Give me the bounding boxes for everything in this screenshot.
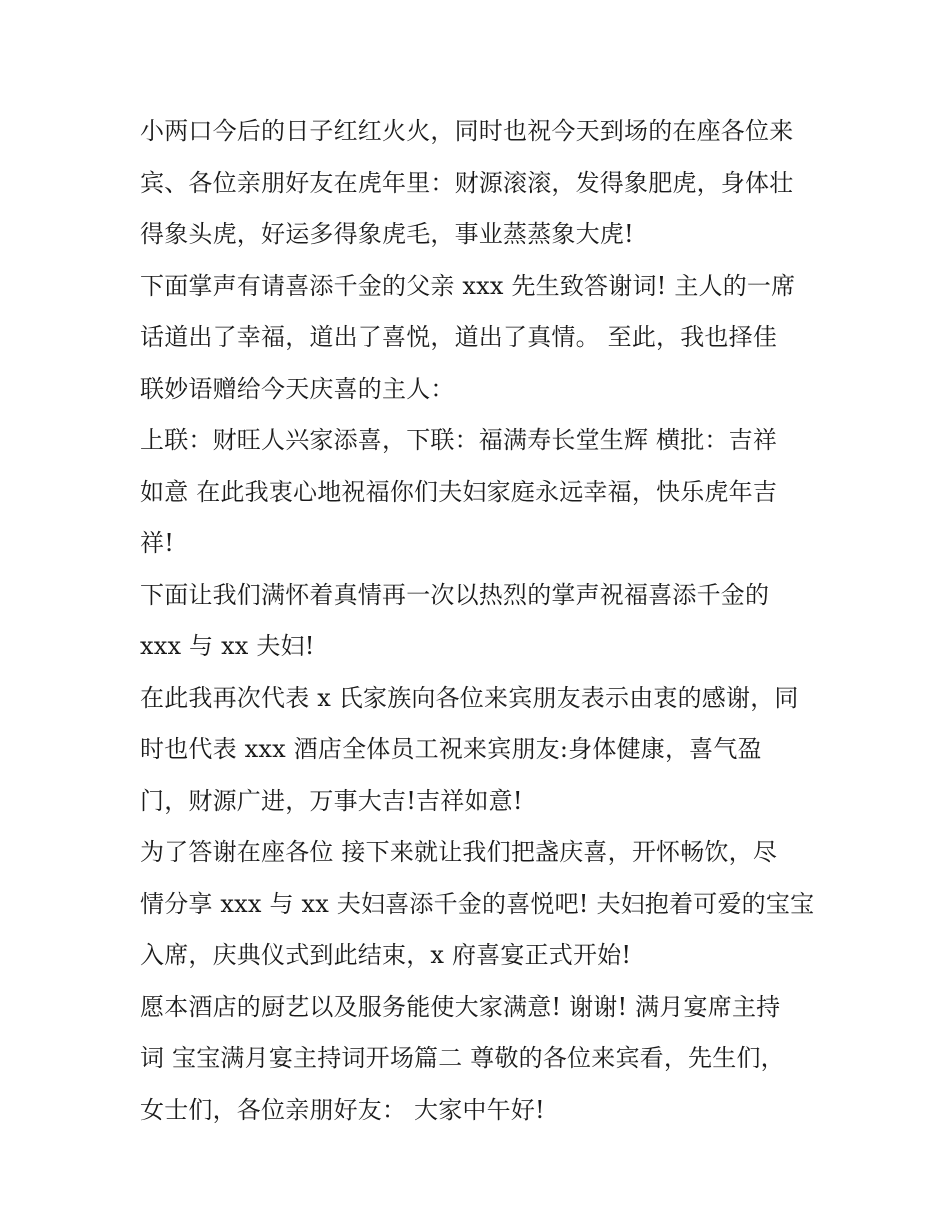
text-line: 联妙语赠给今天庆喜的主人：	[140, 374, 455, 403]
text-line: 情分享 xxx 与 xx 夫妇喜添千金的喜悦吧! 夫妇抱着可爱的宝宝	[140, 889, 815, 918]
text-line: 时也代表 xxx 酒店全体员工祝来宾朋友:身体健康，喜气盈	[140, 735, 762, 763]
text-line: xxx 与 xx 夫妇!	[140, 632, 315, 660]
text-line: 宾、各位亲朋好友在虎年里：财源滚滚，发得象肥虎，身体壮	[140, 168, 794, 197]
document-body	[140, 106, 830, 1136]
text-line: 入席，庆典仪式到此结束，x 府喜宴正式开始!	[140, 941, 632, 969]
text-line: 小两口今后的日子红红火火，同时也祝今天到场的在座各位来	[140, 117, 794, 145]
text-line: 祥!	[140, 529, 175, 557]
text-line: 词 宝宝满月宴主持词开场篇二 尊敬的各位来宾看，先生们，	[140, 1044, 785, 1072]
text-line: 上联：财旺人兴家添喜，下联：福满寿长堂生辉 横批：吉祥	[140, 426, 778, 454]
text-line: 门，财源广进，万事大吉!吉祥如意!	[140, 786, 523, 815]
text-line: 得象头虎，好运多得象虎毛，事业蒸蒸象大虎!	[140, 220, 634, 248]
text-line: 愿本酒店的厨艺以及服务能使大家满意! 谢谢! 满月宴席主持	[140, 992, 781, 1021]
text-line: 下面掌声有请喜添千金的父亲 xxx 先生致答谢词! 主人的一席	[140, 271, 796, 300]
text-line: 如意 在此我衷心地祝福你们夫妇家庭永远幸福，快乐虎年吉	[140, 477, 778, 506]
text-line: 下面让我们满怀着真情再一次以热烈的掌声祝福喜添千金的	[140, 580, 770, 609]
text-line: 在此我再次代表 x 氏家族向各位来宾朋友表示由衷的感谢，同	[140, 683, 799, 712]
text-line: 女士们，各位亲朋好友： 大家中午好!	[140, 1095, 545, 1124]
text-line: 为了答谢在座各位 接下来就让我们把盏庆喜，开怀畅饮，尽	[140, 838, 778, 866]
text-line: 话道出了幸福，道出了喜悦，道出了真情。 至此，我也择佳	[140, 323, 778, 351]
